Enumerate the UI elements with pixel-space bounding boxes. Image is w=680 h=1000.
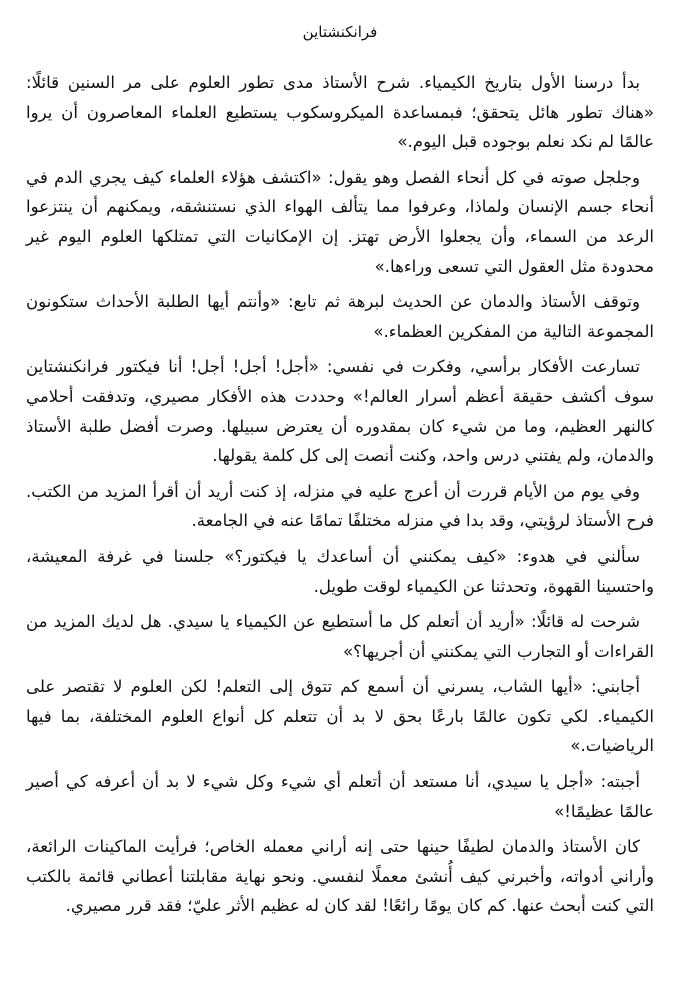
paragraph: وفي يوم من الأيام قررت أن أعرج عليه في منزله، إذ كنت أريد أن أقرأ المزيد من الكتب. فرح الأستاذ لرؤيتي، وقد بدا في منزله مختلفًا تمامًا عنه في الجامعة. (26, 481, 654, 531)
running-header-title: فرانكنشتاين (302, 23, 378, 41)
body-text (26, 68, 654, 921)
paragraph: أجابني: «أيها الشاب، يسرني أن أسمع كم تتوق إلى التعلم! لكن العلوم لا تقتصر على الكيمياء. لكي تكون عالمًا بارعًا بحق لا بد أن تتعلم كل أنواع العلوم المختلفة، بما فيها الرياضيات.» (26, 677, 654, 756)
paragraph: وجلجل صوته في كل أنحاء الفصل وهو يقول: «اكتشف هؤلاء العلماء كيف يجري الدم في أنحاء جسم الإنسان ولماذا، وعرفوا مما يتألف الهواء الذي نستنشقه، ويمكنهم أن ينتزعوا الرعد من السماء، وأن يجعلوا الأرض تهتز. إن الإمكانيات التي تمتلكها العلوم اليوم غير محدودة مثل العقول التي تسعى وراءها.» (26, 167, 654, 276)
paragraph: أجبته: «أجل يا سيدي، أنا مستعد أن أتعلم أي شيء وكل شيء لا بد أن أعرفه كي أصير عالمًا عظيمًا!» (26, 772, 654, 821)
paragraph: وتوقف الأستاذ والدمان عن الحديث لبرهة ثم تابع: «وأنتم أيها الطلبة الأحداث ستكونون المجموعة التالية من المفكرين العظماء.» (26, 292, 654, 341)
paragraph: كان الأستاذ والدمان لطيفًا حينها حتى إنه أراني معمله الخاص؛ فرأيت الماكينات الرائعة، وأراني أدواته، وأخبرني كيف أُنشئ معملًا لنفسي. ونحو نهاية مقابلتنا أعطاني قائمة بالكتب التي كنت أبحث عنها. كم كان يومًا رائعًا! لقد كان له عظيم الأثر عليّ؛ فقد قرر مصيري. (26, 837, 654, 916)
paragraph: سألني في هدوء: «كيف يمكنني أن أساعدك يا فيكتور؟» جلسنا في غرفة المعيشة، واحتسينا القهوة، وتحدثنا عن الكيمياء لوقت طويل. (26, 546, 654, 596)
paragraph: شرحت له قائلًا: «أريد أن أتعلم كل ما أستطيع عن الكيمياء يا سيدي. هل لديك المزيد من القراءات أو التجارب التي يمكنني أن أجريها؟» (26, 612, 654, 661)
paragraph: تسارعت الأفكار برأسي، وفكرت في نفسي: «أجل! أجل! أجل! أنا فيكتور فرانكنشتاين سوف أكشف حقيقة أعظم أسرار العالم!» وحددت هذه الأفكار مصيري، وتدفقت أحلامي كالنهر العظيم، وما من شيء كان بمقدوره أن يعترض سبيلها. وصرت أفضل طلبة الأستاذ والدمان، ولم يفتني درس واحد، وكنت أنصت إلى كل كلمة يقولها. (26, 357, 654, 466)
paragraph: بدأ درسنا الأول بتاريخ الكيمياء. شرح الأستاذ مدى تطور العلوم على مر السنين قائلًا: «هناك تطور هائل يتحقق؛ فبمساعدة الميكروسكوب يستطيع العلماء المعاصرون أن يروا عالمًا لم نكد نعلم بوجوده قبل اليوم.» (26, 73, 654, 152)
